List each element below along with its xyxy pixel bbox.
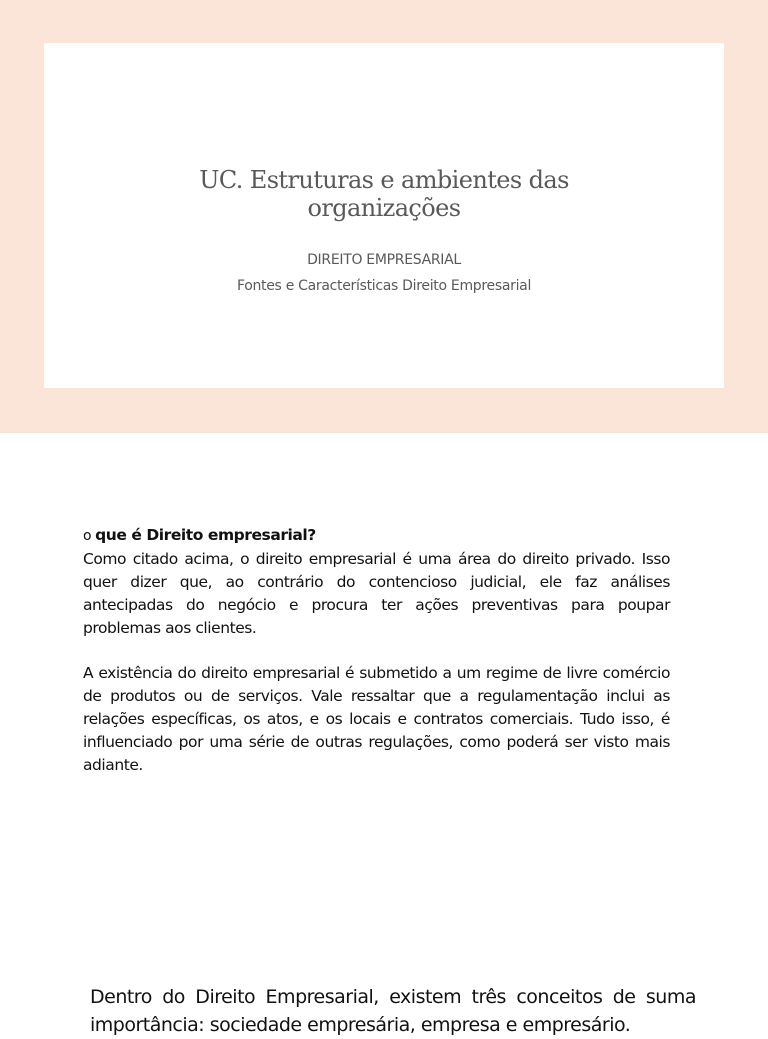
question-text: que é Direito empresarial? <box>95 526 316 544</box>
slide-title <box>44 166 724 222</box>
slide-title-line-2: organizações <box>307 194 461 222</box>
paragraph-3: Dentro do Direito Empresarial, existem três conceitos de suma importância: sociedade empresária, empresa e empresário. <box>90 986 696 1036</box>
regime-section <box>83 662 670 777</box>
content-page <box>0 433 768 1036</box>
title-card <box>44 43 724 388</box>
slide-subtitle: DIREITO EMPRESARIAL <box>307 252 461 268</box>
paragraph-2: A existência do direito empresarial é submetido a um regime de livre comércio de produtos ou de serviços. Vale ressaltar que a regulamentação inclui as relações específicas, os atos, e os locais e contratos comerciais. Tudo isso, é influenciado por uma série de outras regulações, como poderá ser visto mais adiante. <box>83 664 670 774</box>
slide-title-line-1: UC. Estruturas e ambientes das <box>199 166 569 194</box>
question-heading <box>83 524 670 548</box>
slide-subtitle-secondary: Fontes e Características Direito Empresarial <box>236 278 532 294</box>
title-slide-page <box>0 0 768 433</box>
intro-section <box>83 524 670 640</box>
bullet-marker: o <box>83 528 92 544</box>
paragraph-1: Como citado acima, o direito empresarial é uma área do direito privado. Isso quer dizer que, ao contrário do contencioso judicial, ele faz análises antecipadas do negócio e procura ter ações preventivas para poupar problemas aos clientes. <box>83 550 670 637</box>
